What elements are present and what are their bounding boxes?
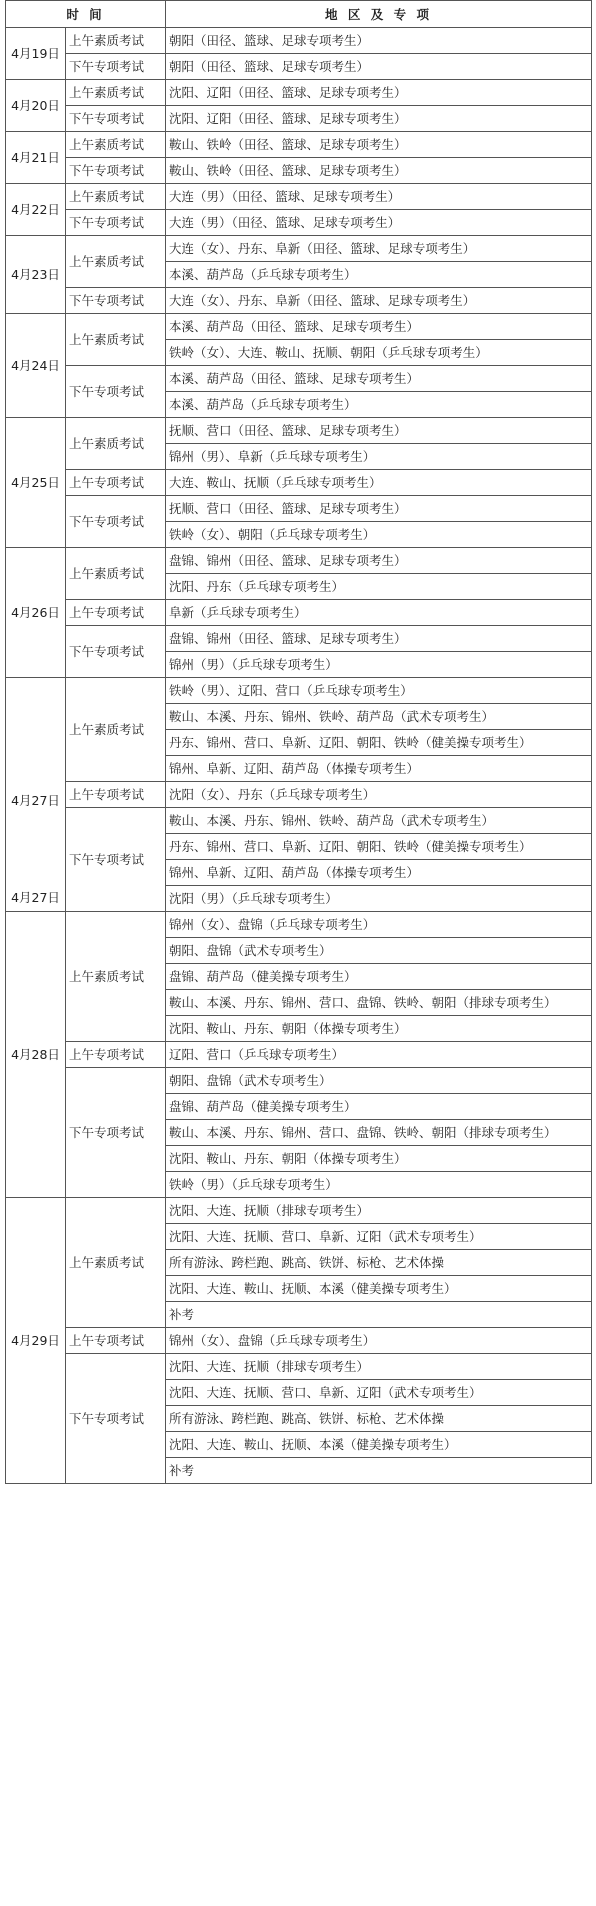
- session-cell: 上午素质考试: [66, 314, 166, 366]
- region-cell: 朝阳、盘锦（武术专项考生）: [166, 938, 592, 964]
- table-row: [6, 184, 592, 210]
- region-cell: 朝阳（田径、篮球、足球专项考生）: [166, 28, 592, 54]
- region-cell: 鞍山、本溪、丹东、锦州、营口、盘锦、铁岭、朝阳（排球专项考生）: [166, 1120, 592, 1146]
- region-cell: 本溪、葫芦岛（田径、篮球、足球专项考生）: [166, 314, 592, 340]
- region-cell: 大连、鞍山、抚顺（乒乓球专项考生）: [166, 470, 592, 496]
- session-cell: 上午素质考试: [66, 132, 166, 158]
- region-cell: 鞍山、本溪、丹东、锦州、铁岭、葫芦岛（武术专项考生）: [166, 808, 592, 834]
- table-row: [6, 782, 592, 808]
- region-cell: 补考: [166, 1458, 592, 1484]
- session-cell: 上午专项考试: [66, 1328, 166, 1354]
- region-cell: 沈阳、辽阳（田径、篮球、足球专项考生）: [166, 80, 592, 106]
- session-cell: 上午素质考试: [66, 184, 166, 210]
- region-cell: 大连（女）、丹东、阜新（田径、篮球、足球专项考生）: [166, 236, 592, 262]
- table-row: [6, 626, 592, 652]
- region-cell: 沈阳、鞍山、丹东、朝阳（体操专项考生）: [166, 1016, 592, 1042]
- table-row: [6, 1042, 592, 1068]
- session-cell: 上午素质考试: [66, 28, 166, 54]
- date-cell: 4月23日: [6, 236, 66, 314]
- session-cell: 上午素质考试: [66, 548, 166, 600]
- table-row: [6, 496, 592, 522]
- date-cell: 4月25日: [6, 418, 66, 548]
- table-row: [6, 288, 592, 314]
- region-cell: 沈阳（男）（乒乓球专项考生）: [166, 886, 592, 912]
- session-cell: 下午专项考试: [66, 1068, 166, 1198]
- table-row: [6, 418, 592, 444]
- table-row: [6, 106, 592, 132]
- session-cell: 下午专项考试: [66, 54, 166, 80]
- header-time: 时 间: [6, 1, 166, 28]
- region-cell: 沈阳、大连、抚顺、营口、阜新、辽阳（武术专项考生）: [166, 1380, 592, 1406]
- region-cell: 大连（女）、丹东、阜新（田径、篮球、足球专项考生）: [166, 288, 592, 314]
- table-row: [6, 1198, 592, 1224]
- region-cell: 鞍山、铁岭（田径、篮球、足球专项考生）: [166, 132, 592, 158]
- region-cell: 本溪、葫芦岛（田径、篮球、足球专项考生）: [166, 366, 592, 392]
- region-cell: 所有游泳、跨栏跑、跳高、铁饼、标枪、艺术体操: [166, 1250, 592, 1276]
- region-cell: 沈阳、大连、抚顺（排球专项考生）: [166, 1354, 592, 1380]
- table-row: [6, 548, 592, 574]
- region-cell: 铁岭（女）、朝阳（乒乓球专项考生）: [166, 522, 592, 548]
- table-row: [6, 1354, 592, 1380]
- session-cell: 上午素质考试: [66, 236, 166, 288]
- session-cell: 下午专项考试: [66, 366, 166, 418]
- date-cell: 4月26日: [6, 548, 66, 678]
- header-region: 地 区 及 专 项: [166, 1, 592, 28]
- region-cell: 朝阳（田径、篮球、足球专项考生）: [166, 54, 592, 80]
- table-row: [6, 80, 592, 106]
- region-cell: 盘锦、锦州（田径、篮球、足球专项考生）: [166, 548, 592, 574]
- session-cell: 下午专项考试: [66, 808, 166, 912]
- table-header: [6, 1, 592, 28]
- table-row: [6, 210, 592, 236]
- date-cell: 4月29日: [6, 1198, 66, 1484]
- region-cell: 大连（男）（田径、篮球、足球专项考生）: [166, 184, 592, 210]
- session-cell: 下午专项考试: [66, 1354, 166, 1484]
- table-row: [6, 912, 592, 938]
- table-row: [6, 1068, 592, 1094]
- table-row: [6, 808, 592, 834]
- date-cell: 4月24日: [6, 314, 66, 418]
- session-cell: 下午专项考试: [66, 106, 166, 132]
- table-row: [6, 28, 592, 54]
- session-cell: 上午专项考试: [66, 470, 166, 496]
- session-cell: 上午素质考试: [66, 80, 166, 106]
- date-cell: 4月22日: [6, 184, 66, 236]
- session-cell: 下午专项考试: [66, 626, 166, 678]
- date-label: 4月27日: [11, 793, 60, 808]
- region-cell: 鞍山、本溪、丹东、锦州、铁岭、葫芦岛（武术专项考生）: [166, 704, 592, 730]
- region-cell: 盘锦、葫芦岛（健美操专项考生）: [166, 1094, 592, 1120]
- region-cell: 铁岭（男）（乒乓球专项考生）: [166, 1172, 592, 1198]
- table-body: [6, 28, 592, 1484]
- session-cell: 下午专项考试: [66, 210, 166, 236]
- table-row: [6, 678, 592, 704]
- region-cell: 本溪、葫芦岛（乒乓球专项考生）: [166, 392, 592, 418]
- region-cell: 锦州、阜新、辽阳、葫芦岛（体操专项考生）: [166, 860, 592, 886]
- region-cell: 沈阳、大连、鞍山、抚顺、本溪（健美操专项考生）: [166, 1276, 592, 1302]
- session-cell: 上午素质考试: [66, 678, 166, 782]
- region-cell: 锦州（女）、盘锦（乒乓球专项考生）: [166, 912, 592, 938]
- region-cell: 沈阳、大连、抚顺（排球专项考生）: [166, 1198, 592, 1224]
- session-cell: 下午专项考试: [66, 496, 166, 548]
- table-row: [6, 470, 592, 496]
- region-cell: 鞍山、铁岭（田径、篮球、足球专项考生）: [166, 158, 592, 184]
- table-row: [6, 314, 592, 340]
- region-cell: 鞍山、本溪、丹东、锦州、营口、盘锦、铁岭、朝阳（排球专项考生）: [166, 990, 592, 1016]
- region-cell: 沈阳、大连、鞍山、抚顺、本溪（健美操专项考生）: [166, 1432, 592, 1458]
- table-row: [6, 366, 592, 392]
- region-cell: 锦州（男）（乒乓球专项考生）: [166, 652, 592, 678]
- region-cell: 所有游泳、跨栏跑、跳高、铁饼、标枪、艺术体操: [166, 1406, 592, 1432]
- session-cell: 上午素质考试: [66, 418, 166, 470]
- session-cell: 上午素质考试: [66, 912, 166, 1042]
- header-row: [6, 1, 592, 28]
- date-cell: 4月20日: [6, 80, 66, 132]
- date-cell: 4月21日: [6, 132, 66, 184]
- region-cell: 沈阳、辽阳（田径、篮球、足球专项考生）: [166, 106, 592, 132]
- session-cell: 上午专项考试: [66, 600, 166, 626]
- date-label-repeat: 4月27日: [11, 890, 60, 905]
- region-cell: 沈阳、鞍山、丹东、朝阳（体操专项考生）: [166, 1146, 592, 1172]
- region-cell: 阜新（乒乓球专项考生）: [166, 600, 592, 626]
- region-cell: 锦州、阜新、辽阳、葫芦岛（体操专项考生）: [166, 756, 592, 782]
- table-row: [6, 54, 592, 80]
- region-cell: 铁岭（男）、辽阳、营口（乒乓球专项考生）: [166, 678, 592, 704]
- date-cell: 4月28日: [6, 912, 66, 1198]
- region-cell: 锦州（男）、阜新（乒乓球专项考生）: [166, 444, 592, 470]
- region-cell: 辽阳、营口（乒乓球专项考生）: [166, 1042, 592, 1068]
- table-row: [6, 158, 592, 184]
- region-cell: 铁岭（女）、大连、鞍山、抚顺、朝阳（乒乓球专项考生）: [166, 340, 592, 366]
- region-cell: 大连（男）（田径、篮球、足球专项考生）: [166, 210, 592, 236]
- region-cell: 盘锦、锦州（田径、篮球、足球专项考生）: [166, 626, 592, 652]
- exam-schedule-table: [5, 0, 592, 1484]
- region-cell: 朝阳、盘锦（武术专项考生）: [166, 1068, 592, 1094]
- region-cell: 沈阳（女）、丹东（乒乓球专项考生）: [166, 782, 592, 808]
- region-cell: 补考: [166, 1302, 592, 1328]
- table-row: [6, 132, 592, 158]
- region-cell: 丹东、锦州、营口、阜新、辽阳、朝阳、铁岭（健美操专项考生）: [166, 834, 592, 860]
- date-cell: [6, 678, 66, 912]
- region-cell: 本溪、葫芦岛（乒乓球专项考生）: [166, 262, 592, 288]
- session-cell: 下午专项考试: [66, 288, 166, 314]
- table-row: [6, 236, 592, 262]
- region-cell: 沈阳、大连、抚顺、营口、阜新、辽阳（武术专项考生）: [166, 1224, 592, 1250]
- table-row: [6, 600, 592, 626]
- region-cell: 盘锦、葫芦岛（健美操专项考生）: [166, 964, 592, 990]
- region-cell: 抚顺、营口（田径、篮球、足球专项考生）: [166, 418, 592, 444]
- session-cell: 上午专项考试: [66, 1042, 166, 1068]
- region-cell: 沈阳、丹东（乒乓球专项考生）: [166, 574, 592, 600]
- session-cell: 上午素质考试: [66, 1198, 166, 1328]
- session-cell: 下午专项考试: [66, 158, 166, 184]
- region-cell: 丹东、锦州、营口、阜新、辽阳、朝阳、铁岭（健美操专项考生）: [166, 730, 592, 756]
- region-cell: 抚顺、营口（田径、篮球、足球专项考生）: [166, 496, 592, 522]
- session-cell: 上午专项考试: [66, 782, 166, 808]
- region-cell: 锦州（女）、盘锦（乒乓球专项考生）: [166, 1328, 592, 1354]
- date-cell: 4月19日: [6, 28, 66, 80]
- table-row: [6, 1328, 592, 1354]
